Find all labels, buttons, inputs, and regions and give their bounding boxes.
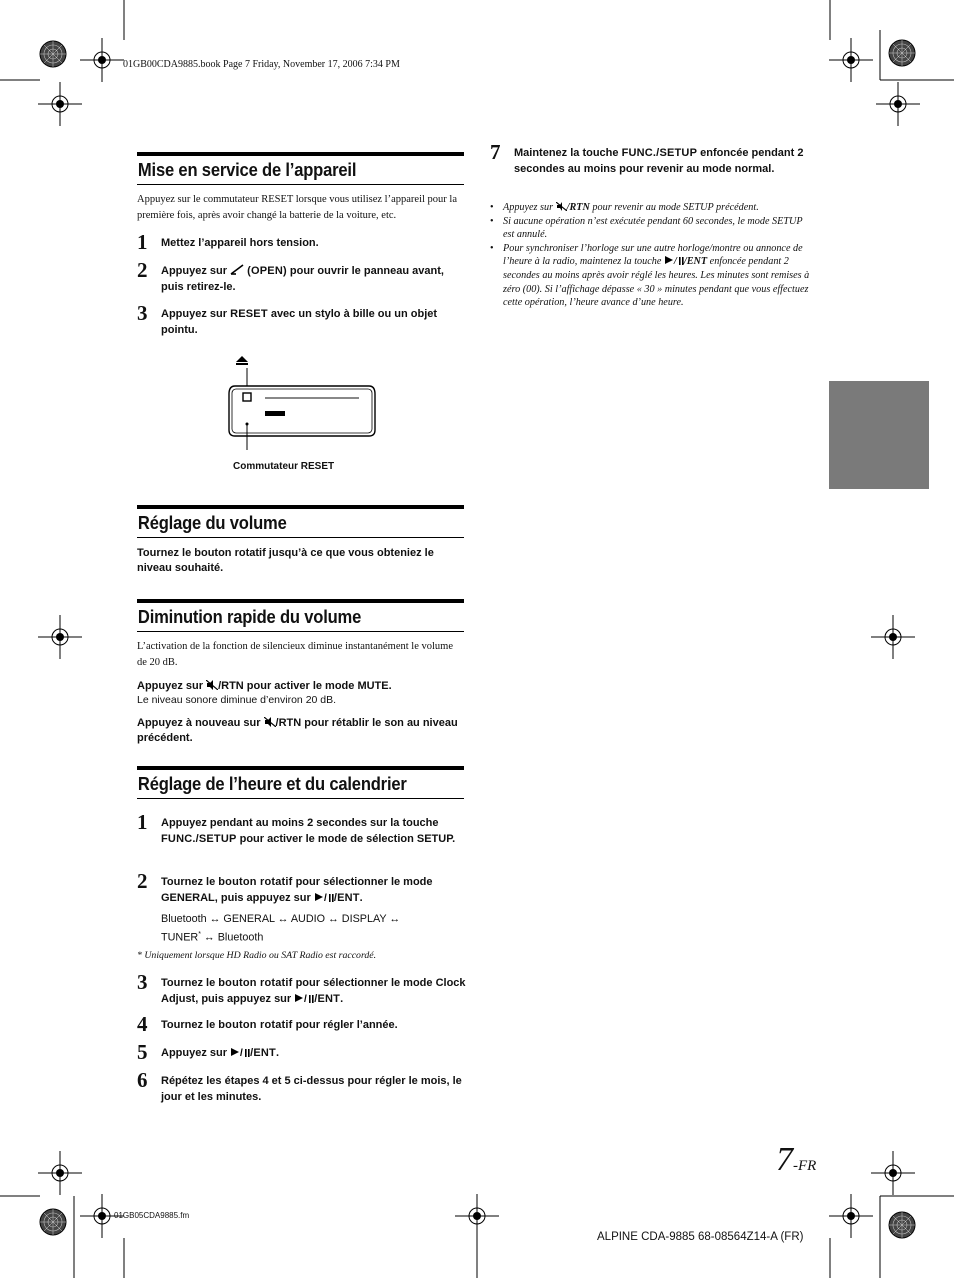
play-pause-icon [314, 892, 334, 902]
step-number: 4 [137, 1012, 148, 1036]
menu-line: Bluetooth ↔ GENERAL ↔ AUDIO ↔ DISPLAY ↔ [161, 913, 401, 925]
step-text [161, 875, 466, 906]
key-label: bouton rotatif [218, 876, 293, 888]
section-intro: Appuyez sur le commutateur RESET lorsque vous utilisez l’appareil pour la première fois, après avoir changé la batterie de la voiture, etc. [137, 194, 457, 221]
svg-text:/: / [240, 1048, 243, 1057]
section-title: Diminution rapide du volume [137, 607, 362, 627]
step-number: 2 [137, 258, 148, 282]
play-pause-icon [230, 1047, 250, 1057]
page-number-digit: 7 [776, 1141, 793, 1178]
step-text [161, 976, 466, 1007]
footnote-marker: * [198, 931, 201, 938]
mute-speaker-icon [264, 717, 276, 727]
text-part: Maintenez la touche [514, 147, 622, 159]
step-number: 2 [137, 869, 148, 893]
step-text [161, 816, 466, 847]
volume-instruction [137, 546, 465, 576]
open-eject-icon [230, 264, 244, 275]
text-part: pour revenir au mode SETUP précédent. [589, 202, 759, 213]
step-number: 1 [137, 230, 148, 254]
text-part: . [340, 992, 344, 1005]
key-label: (OPEN) [247, 265, 287, 277]
mute-sub-note: Le niveau sonore diminue d’environ 20 dB. [137, 694, 337, 706]
mute-speaker-icon [206, 680, 218, 690]
step-text: Répétez les étapes 4 et 5 ci-dessus pour régler le mois, le jour et les minutes. [161, 1075, 462, 1103]
text-part: enfoncée pendant 2 secondes au moins pour revenir au mode normal. [514, 147, 804, 175]
text-part: . [275, 1047, 279, 1059]
step-number: 1 [137, 810, 148, 834]
text-part: Pour synchroniser l’horloge sur une autre horloge/montre ou annonce de l’heure à la radio, maintenez la touche [503, 242, 803, 268]
key-label: bouton rotatif [194, 547, 266, 559]
text-part: Tournez le [161, 876, 219, 888]
step7-notes [490, 201, 815, 310]
text-part: Appuyez sur [503, 202, 556, 213]
section-reglage-volume [137, 505, 464, 538]
text-part: Appuyez sur [161, 265, 231, 277]
svg-text:/: / [323, 892, 327, 902]
footer-file-name: 01GB05CDA9885.fm [114, 1211, 190, 1220]
key-label: /ENT [333, 891, 360, 904]
section-mise-en-service [137, 152, 464, 185]
key-label: FUNC./SETUP [621, 147, 698, 159]
key-label: /ENT [683, 256, 708, 268]
menu-item: ↔ Bluetooth [200, 931, 264, 944]
section-title: Réglage du volume [137, 513, 287, 533]
section-title: Mise en service de l’appareil [137, 160, 357, 180]
svg-text:/: / [304, 993, 308, 1003]
mute-instruction-2 [137, 716, 459, 746]
note-item: • Si aucune opération n’est exécutée pendant 60 secondes, le mode SETUP est annulé. [490, 215, 815, 242]
text-part: Appuyez sur [137, 680, 207, 692]
key-label: /RTN [566, 202, 590, 213]
svg-text:/: / [673, 256, 677, 266]
play-pause-icon [294, 993, 314, 1003]
figure-caption: Commutateur RESET [233, 461, 335, 472]
key-label: /RTN [218, 680, 244, 692]
key-label: RESET [230, 308, 268, 320]
step-text [161, 1046, 466, 1062]
text-part: Tournez le [137, 547, 195, 559]
mute-speaker-icon [556, 202, 567, 211]
text-part: pour activer le mode MUTE. [243, 680, 392, 692]
text-part: Appuyez sur [161, 308, 231, 320]
step-number: 3 [137, 970, 148, 994]
step-text [161, 264, 466, 295]
menu-item: TUNER [161, 931, 199, 944]
text-part: avec un stylo à bille ou un objet pointu. [161, 308, 438, 336]
text-part: Appuyez à nouveau sur [137, 717, 264, 729]
text-part: pour ouvrir le panneau avant, puis retirez-le. [161, 265, 444, 293]
text-part: pour régler l’année. [292, 1019, 398, 1031]
step-text: Mettez l’appareil hors tension. [161, 237, 319, 249]
page-number [776, 1141, 816, 1179]
key-label: /ENT [314, 992, 341, 1005]
step-number: 7 [490, 140, 501, 164]
note-item [490, 201, 815, 215]
menu-line [161, 927, 461, 946]
text-part: pour sélectionner le mode GENERAL, puis appuyez sur [161, 876, 433, 904]
key-label: bouton rotatif [218, 1019, 293, 1031]
mute-instruction-1 [137, 679, 467, 694]
footer-model-line: ALPINE CDA-9885 68-08564Z14-A (FR) [597, 1231, 804, 1243]
key-label: /RTN [275, 717, 302, 729]
front-panel-illustration [225, 350, 385, 450]
text-part: . [359, 891, 363, 904]
text-part: jusqu’à ce que vous obteniez le niveau souhaité. [137, 547, 434, 574]
setup-menu-sequence [161, 912, 461, 946]
page-language-suffix: -FR [793, 1158, 817, 1174]
key-label: FUNC./SETUP [161, 832, 237, 845]
section-title: Réglage de l’heure et du calendrier [137, 774, 407, 794]
key-label: /ENT [250, 1047, 276, 1059]
text-part: Tournez le [161, 1019, 219, 1031]
step-text [161, 1018, 466, 1034]
text-part: Tournez le [161, 977, 219, 989]
text-part: enfoncée pendant 2 secondes au moins après avoir réglé les heures. Les minutes sont remises à zéro (00). Si l’affichage dépasse « 30 » minutes pendant que vous effectuez cette opération, l’heure avance d’une heure. [503, 256, 810, 309]
step-number: 5 [137, 1040, 148, 1064]
footnote: * Uniquement lorsque HD Radio ou SAT Radio est raccordé. [137, 950, 377, 961]
text-part: pour activer le mode de sélection SETUP. [236, 832, 456, 845]
section-reglage-heure [137, 766, 464, 799]
text-part: Appuyez pendant au moins 2 secondes sur la touche [161, 817, 439, 829]
text-part: pour sélectionner le mode Clock Adjust, puis appuyez sur [161, 977, 466, 1005]
note-item [490, 242, 815, 310]
play-pause-icon [664, 255, 684, 265]
section-diminution-volume [137, 599, 464, 632]
step-text [161, 307, 466, 338]
key-label: bouton rotatif [218, 977, 293, 989]
step-number: 3 [137, 301, 148, 325]
step-number: 6 [137, 1068, 148, 1092]
language-tab-marker [829, 381, 929, 489]
text-part: pour rétablir le son au niveau précédent. [137, 717, 458, 744]
text-part: Appuyez sur [161, 1047, 231, 1059]
step-text [514, 146, 819, 177]
section-intro: L’activation de la fonction de silencieux diminue instantanément le volume de 20 dB. [137, 641, 453, 668]
print-header-line: 01GB00CDA9885.book Page 7 Friday, November 17, 2006 7:34 PM [123, 59, 400, 70]
